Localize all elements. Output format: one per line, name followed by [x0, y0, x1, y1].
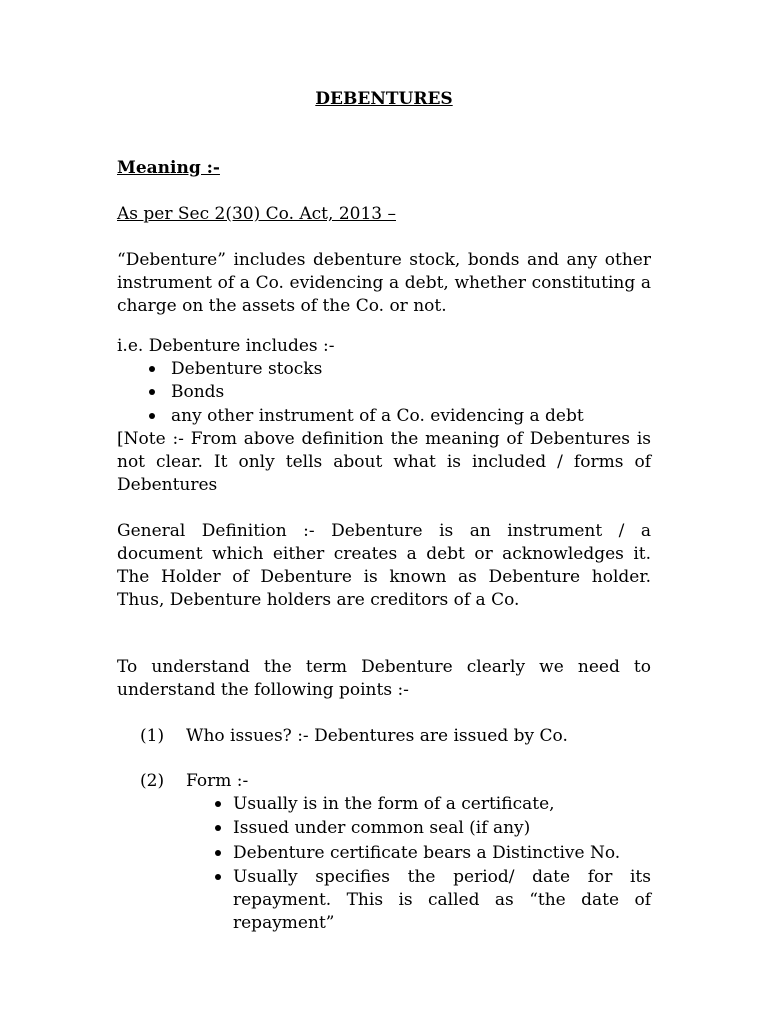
includes-item: Bonds [171, 382, 225, 402]
general-definition-line: Thus, Debenture holders are creditors of a Co. [117, 590, 520, 610]
form-item-continued: repayment. This is called as “the date of [233, 890, 651, 910]
form-item-continued: repayment” [233, 913, 335, 933]
note-line: [Note :- From above definition the meaning of Debentures is [117, 429, 651, 449]
bullet-icon [215, 825, 221, 831]
point-number: (2) [140, 771, 165, 791]
bullet-icon [149, 366, 155, 372]
includes-item: Debenture stocks [171, 359, 323, 379]
form-item: Issued under common seal (if any) [233, 818, 531, 838]
includes-intro: i.e. Debenture includes :- [117, 336, 335, 356]
understand-intro-line: To understand the term Debenture clearly we need to [117, 657, 651, 677]
definition-line: instrument of a Co. evidencing a debt, whether constituting a [117, 273, 651, 293]
note-line: not clear. It only tells about what is included / forms of [117, 452, 651, 472]
definition-line: “Debenture” includes debenture stock, bonds and any other [117, 250, 651, 270]
general-definition-line: General Definition :- Debenture is an instrument / a [117, 521, 651, 541]
form-item: Usually is in the form of a certificate, [233, 794, 555, 814]
meaning-heading: Meaning :- [117, 158, 220, 178]
bullet-icon [149, 389, 155, 395]
general-definition-line: The Holder of Debenture is known as Debenture holder. [117, 567, 651, 587]
point-text: Who issues? :- Debentures are issued by Co. [186, 726, 568, 746]
point-number: (1) [140, 726, 165, 746]
point-text: Form :- [186, 771, 249, 791]
bullet-icon [149, 413, 155, 419]
form-item: Debenture certificate bears a Distinctive No. [233, 843, 621, 863]
note-line: Debentures [117, 475, 218, 495]
bullet-icon [215, 874, 221, 880]
bullet-icon [215, 850, 221, 856]
bullet-icon [215, 801, 221, 807]
form-item: Usually specifies the period/ date for its [233, 867, 651, 887]
definition-line: charge on the assets of the Co. or not. [117, 296, 447, 316]
section-reference: As per Sec 2(30) Co. Act, 2013 – [117, 204, 396, 224]
general-definition-line: document which either creates a debt or acknowledges it. [117, 544, 651, 564]
includes-item: any other instrument of a Co. evidencing a debt [171, 406, 584, 426]
understand-intro-line: understand the following points :- [117, 680, 409, 700]
page-title: DEBENTURES [315, 89, 453, 109]
